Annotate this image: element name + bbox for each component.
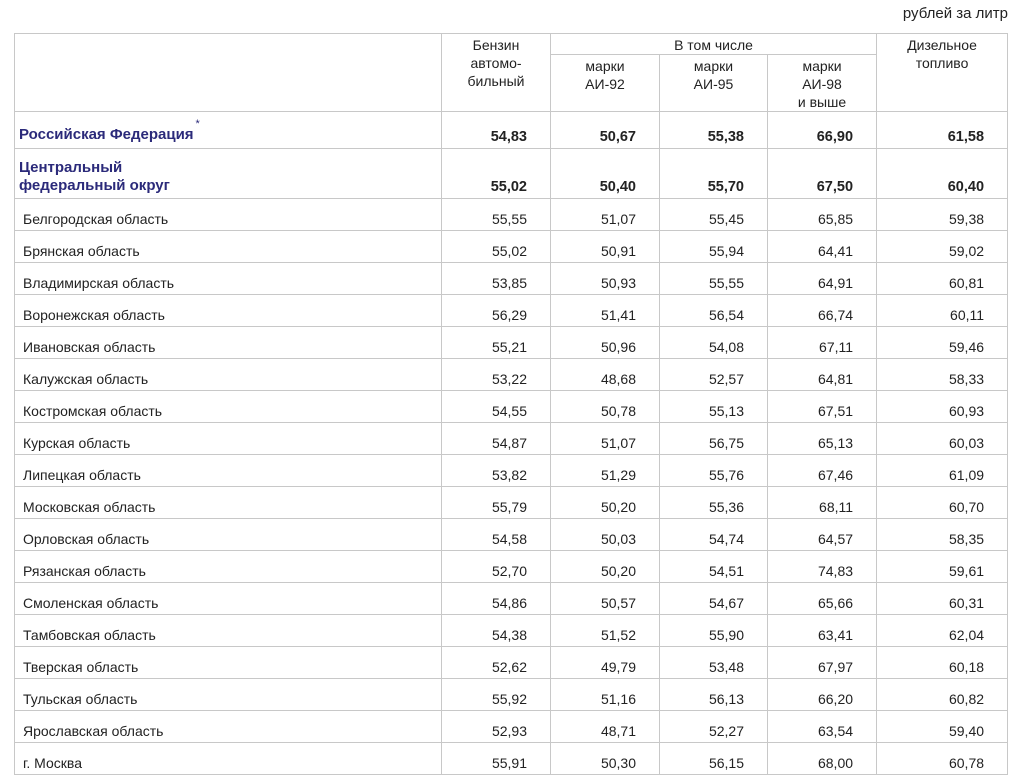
region-name: Брянская область bbox=[15, 231, 442, 263]
region-ai95-value: 55,55 bbox=[660, 263, 768, 295]
region-name: Тверская область bbox=[15, 647, 442, 679]
region-gasoline-value: 55,02 bbox=[442, 231, 551, 263]
region-gasoline-value: 54,86 bbox=[442, 583, 551, 615]
region-ai92-value: 50,96 bbox=[551, 327, 660, 359]
region-gasoline-value: 55,92 bbox=[442, 679, 551, 711]
region-gasoline-value: 56,29 bbox=[442, 295, 551, 327]
region-diesel-value: 59,46 bbox=[877, 327, 1008, 359]
region-ai92-value: 48,71 bbox=[551, 711, 660, 743]
region-name: Калужская область bbox=[15, 359, 442, 391]
region-diesel-value: 59,02 bbox=[877, 231, 1008, 263]
table-row bbox=[15, 295, 1008, 327]
region-ai92-value: 49,79 bbox=[551, 647, 660, 679]
region-ai95-value: 52,27 bbox=[660, 711, 768, 743]
header-ai98-line3: и выше bbox=[797, 94, 847, 110]
region-name: Рязанская область bbox=[15, 551, 442, 583]
header-ai95-line1: марки bbox=[693, 58, 734, 74]
region-ai95-value: 53,48 bbox=[660, 647, 768, 679]
header-diesel-line1: Дизельное bbox=[907, 37, 977, 53]
table-row bbox=[15, 423, 1008, 455]
header-diesel-line2: топливо bbox=[915, 55, 969, 71]
region-ai98-value: 66,20 bbox=[768, 679, 877, 711]
region-ai98-value: 67,46 bbox=[768, 455, 877, 487]
table-row bbox=[15, 231, 1008, 263]
russia-diesel: 61,58 bbox=[877, 112, 1008, 149]
region-ai92-value: 50,20 bbox=[551, 551, 660, 583]
russia-ai92: 50,67 bbox=[551, 112, 660, 149]
federal-district-name bbox=[15, 149, 442, 199]
region-diesel-value: 60,31 bbox=[877, 583, 1008, 615]
region-ai92-value: 51,41 bbox=[551, 295, 660, 327]
fd-ai98: 67,50 bbox=[768, 149, 877, 199]
region-name: Липецкая область bbox=[15, 455, 442, 487]
region-diesel-value: 60,18 bbox=[877, 647, 1008, 679]
region-gasoline-value: 54,38 bbox=[442, 615, 551, 647]
table-row bbox=[15, 391, 1008, 423]
region-ai98-value: 64,41 bbox=[768, 231, 877, 263]
region-gasoline-value: 52,93 bbox=[442, 711, 551, 743]
federal-district-line1: Центральный bbox=[19, 159, 123, 176]
region-ai92-value: 51,52 bbox=[551, 615, 660, 647]
region-name: Орловская область bbox=[15, 519, 442, 551]
region-ai92-value: 51,07 bbox=[551, 199, 660, 231]
region-ai98-value: 64,57 bbox=[768, 519, 877, 551]
region-name: Московская область bbox=[15, 487, 442, 519]
fd-ai92: 50,40 bbox=[551, 149, 660, 199]
region-ai98-value: 67,97 bbox=[768, 647, 877, 679]
region-ai92-value: 50,91 bbox=[551, 231, 660, 263]
region-name: Ивановская область bbox=[15, 327, 442, 359]
region-ai95-value: 56,15 bbox=[660, 743, 768, 775]
region-ai95-value: 55,76 bbox=[660, 455, 768, 487]
region-diesel-value: 58,33 bbox=[877, 359, 1008, 391]
region-ai98-value: 65,85 bbox=[768, 199, 877, 231]
region-ai98-value: 64,81 bbox=[768, 359, 877, 391]
region-ai95-value: 56,54 bbox=[660, 295, 768, 327]
table-row bbox=[15, 615, 1008, 647]
region-diesel-value: 60,78 bbox=[877, 743, 1008, 775]
region-ai98-value: 68,00 bbox=[768, 743, 877, 775]
region-ai98-value: 64,91 bbox=[768, 263, 877, 295]
region-ai95-value: 54,67 bbox=[660, 583, 768, 615]
header-gasoline bbox=[442, 34, 551, 112]
region-diesel-value: 60,81 bbox=[877, 263, 1008, 295]
region-ai98-value: 66,74 bbox=[768, 295, 877, 327]
russia-name bbox=[15, 112, 442, 149]
table-row bbox=[15, 679, 1008, 711]
region-name: Тульская область bbox=[15, 679, 442, 711]
header-ai92-line2: АИ-92 bbox=[585, 76, 625, 92]
region-name: Курская область bbox=[15, 423, 442, 455]
region-name: Смоленская область bbox=[15, 583, 442, 615]
table-row bbox=[15, 743, 1008, 775]
region-name: Воронежская область bbox=[15, 295, 442, 327]
table-row bbox=[15, 199, 1008, 231]
region-ai95-value: 55,13 bbox=[660, 391, 768, 423]
region-gasoline-value: 55,21 bbox=[442, 327, 551, 359]
region-ai92-value: 50,30 bbox=[551, 743, 660, 775]
region-diesel-value: 60,93 bbox=[877, 391, 1008, 423]
table-row bbox=[15, 711, 1008, 743]
header-ai95 bbox=[660, 55, 768, 112]
region-gasoline-value: 53,85 bbox=[442, 263, 551, 295]
region-ai92-value: 51,29 bbox=[551, 455, 660, 487]
table-row bbox=[15, 551, 1008, 583]
region-ai98-value: 63,54 bbox=[768, 711, 877, 743]
region-diesel-value: 62,04 bbox=[877, 615, 1008, 647]
region-name: Белгородская область bbox=[15, 199, 442, 231]
table-row bbox=[15, 487, 1008, 519]
region-gasoline-value: 53,22 bbox=[442, 359, 551, 391]
header-gasoline-line2: автомо- bbox=[470, 55, 522, 71]
fuel-prices-table bbox=[14, 33, 1008, 775]
fd-gasoline: 55,02 bbox=[442, 149, 551, 199]
fd-diesel: 60,40 bbox=[877, 149, 1008, 199]
russia-name-text: Российская Федерация bbox=[19, 126, 194, 143]
region-ai95-value: 56,13 bbox=[660, 679, 768, 711]
region-ai98-value: 65,13 bbox=[768, 423, 877, 455]
header-including: В том числе bbox=[551, 34, 877, 55]
region-ai92-value: 51,07 bbox=[551, 423, 660, 455]
region-gasoline-value: 54,58 bbox=[442, 519, 551, 551]
table-row bbox=[15, 455, 1008, 487]
region-ai95-value: 56,75 bbox=[660, 423, 768, 455]
region-name: Владимирская область bbox=[15, 263, 442, 295]
region-ai98-value: 67,11 bbox=[768, 327, 877, 359]
region-ai92-value: 50,20 bbox=[551, 487, 660, 519]
region-diesel-value: 59,40 bbox=[877, 711, 1008, 743]
region-diesel-value: 58,35 bbox=[877, 519, 1008, 551]
region-name: Костромская область bbox=[15, 391, 442, 423]
header-ai92 bbox=[551, 55, 660, 112]
region-gasoline-value: 55,91 bbox=[442, 743, 551, 775]
region-ai98-value: 68,11 bbox=[768, 487, 877, 519]
russia-ai95: 55,38 bbox=[660, 112, 768, 149]
table-row bbox=[15, 647, 1008, 679]
federal-district-line2: федеральный округ bbox=[19, 177, 170, 194]
region-diesel-value: 59,61 bbox=[877, 551, 1008, 583]
region-diesel-value: 59,38 bbox=[877, 199, 1008, 231]
region-ai95-value: 52,57 bbox=[660, 359, 768, 391]
region-ai98-value: 65,66 bbox=[768, 583, 877, 615]
region-ai95-value: 55,94 bbox=[660, 231, 768, 263]
region-name: г. Москва bbox=[15, 743, 442, 775]
region-diesel-value: 60,82 bbox=[877, 679, 1008, 711]
region-gasoline-value: 52,62 bbox=[442, 647, 551, 679]
table-row bbox=[15, 583, 1008, 615]
region-diesel-value: 60,03 bbox=[877, 423, 1008, 455]
header-ai98-line1: марки bbox=[802, 58, 842, 74]
region-header bbox=[15, 34, 442, 112]
table-row bbox=[15, 327, 1008, 359]
header-ai98 bbox=[768, 55, 877, 112]
region-diesel-value: 60,70 bbox=[877, 487, 1008, 519]
region-ai95-value: 55,36 bbox=[660, 487, 768, 519]
header-diesel bbox=[877, 34, 1008, 112]
region-ai95-value: 54,08 bbox=[660, 327, 768, 359]
region-ai98-value: 63,41 bbox=[768, 615, 877, 647]
table-row bbox=[15, 519, 1008, 551]
fd-ai95: 55,70 bbox=[660, 149, 768, 199]
region-ai92-value: 48,68 bbox=[551, 359, 660, 391]
table-row bbox=[15, 359, 1008, 391]
header-ai92-line1: марки bbox=[585, 58, 625, 74]
region-ai98-value: 74,83 bbox=[768, 551, 877, 583]
region-diesel-value: 61,09 bbox=[877, 455, 1008, 487]
region-name: Ярославская область bbox=[15, 711, 442, 743]
region-ai95-value: 55,90 bbox=[660, 615, 768, 647]
region-diesel-value: 60,11 bbox=[877, 295, 1008, 327]
region-gasoline-value: 54,87 bbox=[442, 423, 551, 455]
region-gasoline-value: 54,55 bbox=[442, 391, 551, 423]
header-gasoline-line3: бильный bbox=[467, 73, 525, 89]
region-gasoline-value: 55,55 bbox=[442, 199, 551, 231]
region-gasoline-value: 53,82 bbox=[442, 455, 551, 487]
region-gasoline-value: 52,70 bbox=[442, 551, 551, 583]
units-label: рублей за литр bbox=[902, 5, 1008, 22]
region-name: Тамбовская область bbox=[15, 615, 442, 647]
region-ai92-value: 50,03 bbox=[551, 519, 660, 551]
header-ai95-line2: АИ-95 bbox=[693, 76, 734, 92]
russia-gasoline: 54,83 bbox=[442, 112, 551, 149]
region-ai95-value: 54,74 bbox=[660, 519, 768, 551]
header-ai98-line2: АИ-98 bbox=[802, 76, 842, 92]
region-ai92-value: 50,93 bbox=[551, 263, 660, 295]
region-ai98-value: 67,51 bbox=[768, 391, 877, 423]
region-ai95-value: 55,45 bbox=[660, 199, 768, 231]
federal-district-row bbox=[15, 149, 1008, 199]
region-ai92-value: 50,57 bbox=[551, 583, 660, 615]
region-ai92-value: 51,16 bbox=[551, 679, 660, 711]
region-ai95-value: 54,51 bbox=[660, 551, 768, 583]
russia-row bbox=[15, 112, 1008, 149]
russia-ai98: 66,90 bbox=[768, 112, 877, 149]
header-gasoline-line1: Бензин bbox=[472, 37, 520, 53]
table-row bbox=[15, 263, 1008, 295]
region-ai92-value: 50,78 bbox=[551, 391, 660, 423]
region-gasoline-value: 55,79 bbox=[442, 487, 551, 519]
footnote-mark: * bbox=[195, 118, 200, 130]
